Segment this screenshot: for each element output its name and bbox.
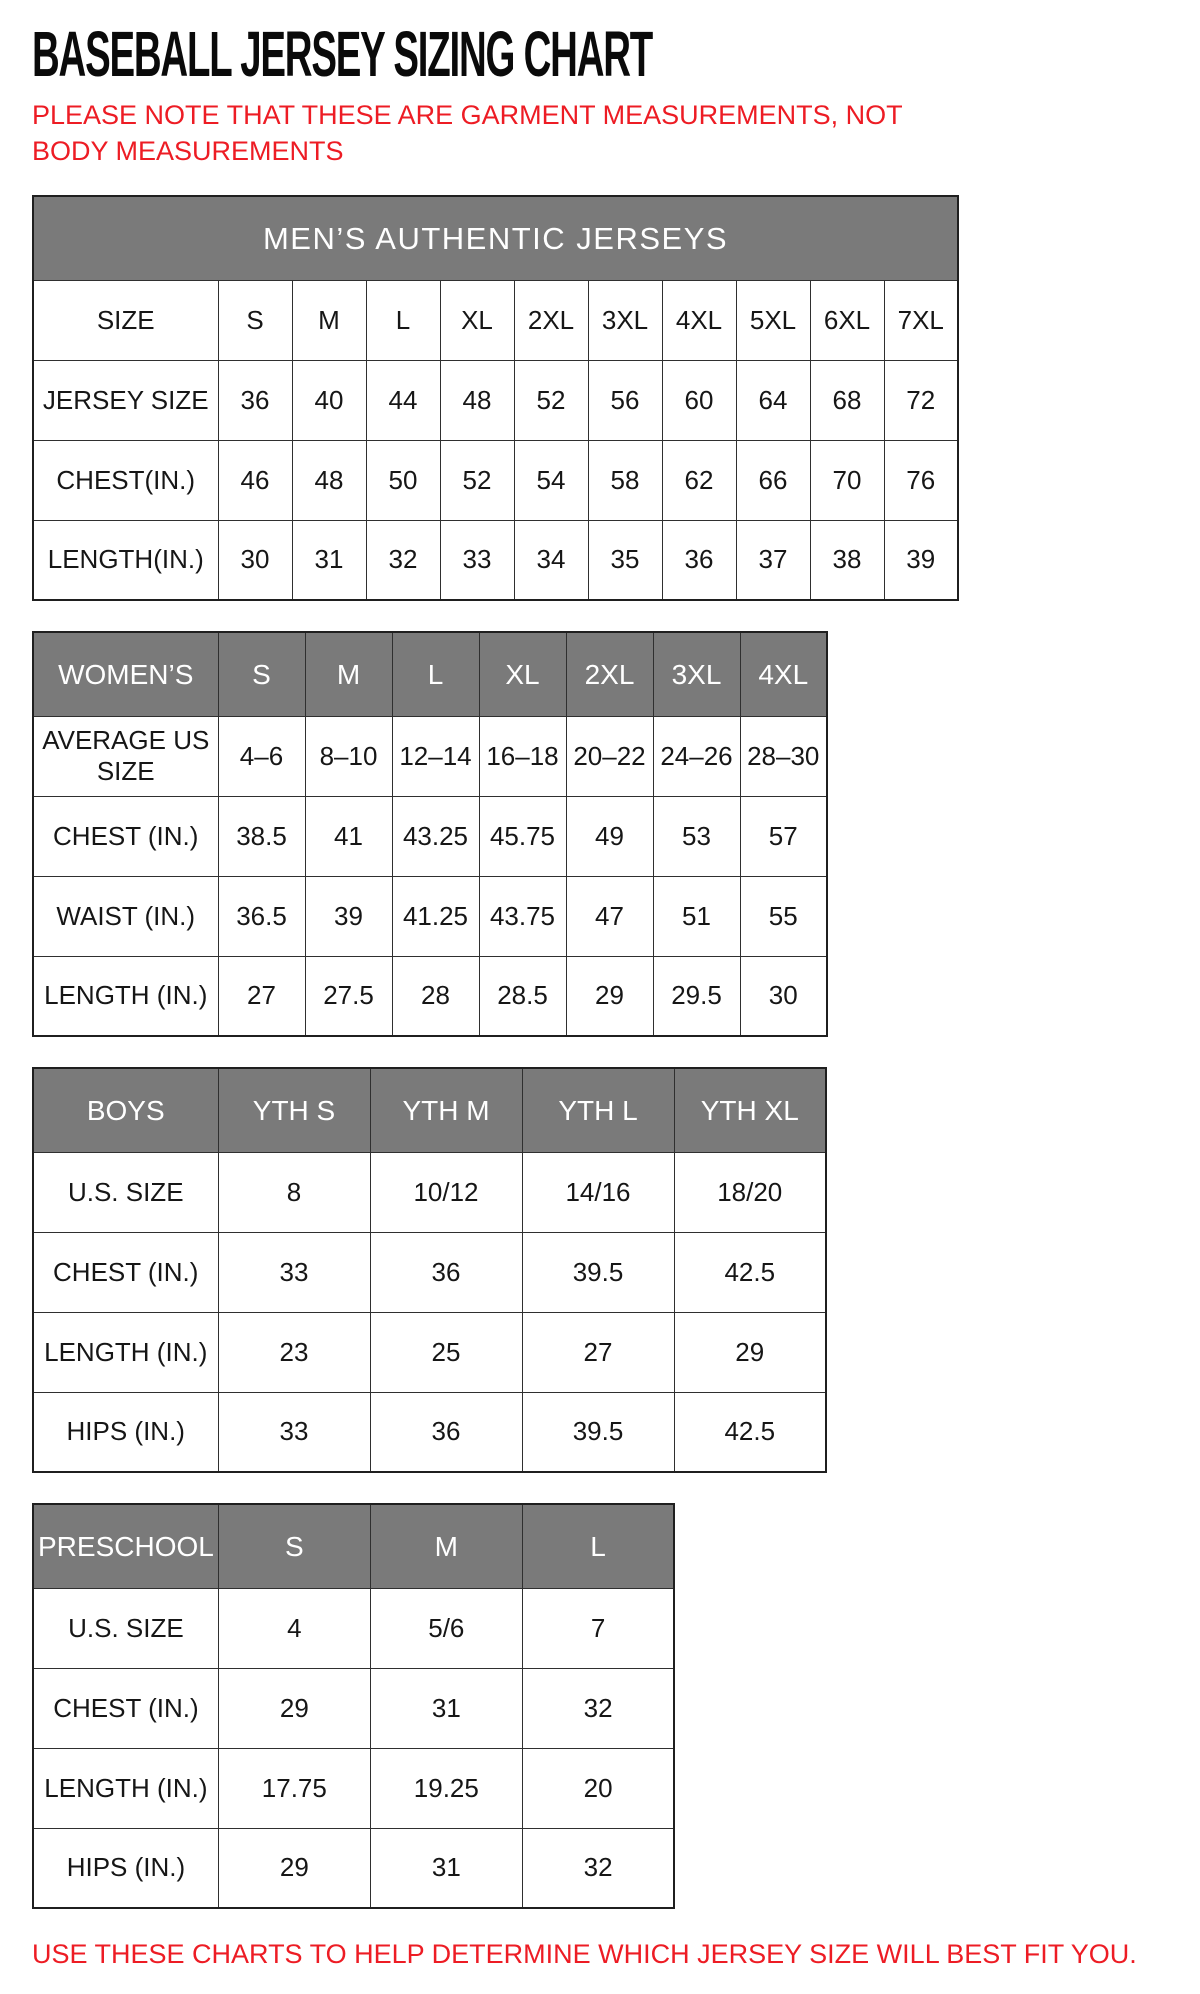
womens-row	[33, 956, 827, 1036]
womens-row	[33, 876, 827, 956]
table-cell: 44	[366, 360, 440, 440]
table-cell: 4XL	[662, 280, 736, 360]
table-cell: 29.5	[653, 956, 740, 1036]
table-cell: 28.5	[479, 956, 566, 1036]
row-label: SIZE	[33, 280, 218, 360]
womens-row	[33, 796, 827, 876]
table-cell: 34	[514, 520, 588, 600]
table-cell: 20	[522, 1748, 674, 1828]
boys-column-header: YTH M	[370, 1068, 522, 1152]
table-cell: 60	[662, 360, 736, 440]
table-cell: 38	[810, 520, 884, 600]
table-cell: 33	[218, 1232, 370, 1312]
table-cell: 31	[292, 520, 366, 600]
table-cell: 10/12	[370, 1152, 522, 1232]
table-cell: 68	[810, 360, 884, 440]
table-cell: 7XL	[884, 280, 958, 360]
table-cell: 32	[366, 520, 440, 600]
fit-advice-footer: USE THESE CHARTS TO HELP DETERMINE WHICH JERSEY SIZE WILL BEST FIT YOU.	[32, 1939, 1137, 1970]
table-cell: 57	[740, 796, 827, 876]
boys-row	[33, 1392, 826, 1472]
table-cell: 28–30	[740, 716, 827, 796]
page-title: BASEBALL JERSEY SIZING CHART	[32, 18, 653, 90]
mens-row	[33, 360, 958, 440]
table-cell: 35	[588, 520, 662, 600]
table-cell: 14/16	[522, 1152, 674, 1232]
mens-table	[32, 195, 959, 601]
table-cell: 55	[740, 876, 827, 956]
boys-row	[33, 1232, 826, 1312]
table-cell: 16–18	[479, 716, 566, 796]
table-cell: 56	[588, 360, 662, 440]
row-label: LENGTH (IN.)	[33, 1312, 218, 1392]
table-cell: 39	[305, 876, 392, 956]
womens-column-header: 2XL	[566, 632, 653, 716]
table-cell: 58	[588, 440, 662, 520]
preschool-table	[32, 1503, 675, 1909]
table-cell: 39.5	[522, 1392, 674, 1472]
womens-table-section	[32, 631, 1168, 1037]
table-cell: 27	[218, 956, 305, 1036]
row-label: WAIST (IN.)	[33, 876, 218, 956]
table-cell: 48	[440, 360, 514, 440]
table-cell: 39.5	[522, 1232, 674, 1312]
table-cell: 37	[736, 520, 810, 600]
row-label: U.S. SIZE	[33, 1152, 218, 1232]
preschool-row	[33, 1588, 674, 1668]
table-cell: 41	[305, 796, 392, 876]
table-cell: 52	[440, 440, 514, 520]
table-cell: 36.5	[218, 876, 305, 956]
table-cell: 32	[522, 1828, 674, 1908]
boys-header-label: BOYS	[33, 1068, 218, 1152]
table-cell: 48	[292, 440, 366, 520]
row-label: HIPS (IN.)	[33, 1828, 218, 1908]
table-cell: 49	[566, 796, 653, 876]
table-cell: 29	[218, 1668, 370, 1748]
row-label: CHEST(IN.)	[33, 440, 218, 520]
table-cell: 33	[440, 520, 514, 600]
table-cell: 12–14	[392, 716, 479, 796]
table-cell: 47	[566, 876, 653, 956]
table-cell: 2XL	[514, 280, 588, 360]
boys-column-header: YTH L	[522, 1068, 674, 1152]
table-cell: 33	[218, 1392, 370, 1472]
row-label: AVERAGE US SIZE	[33, 716, 218, 796]
table-cell: 39	[884, 520, 958, 600]
table-cell: 51	[653, 876, 740, 956]
table-cell: 23	[218, 1312, 370, 1392]
table-cell: 43.75	[479, 876, 566, 956]
table-cell: 8	[218, 1152, 370, 1232]
row-label: JERSEY SIZE	[33, 360, 218, 440]
table-cell: 31	[370, 1828, 522, 1908]
table-cell: 8–10	[305, 716, 392, 796]
table-cell: L	[366, 280, 440, 360]
table-cell: 66	[736, 440, 810, 520]
table-cell: 20–22	[566, 716, 653, 796]
table-cell: 42.5	[674, 1232, 826, 1312]
table-cell: 18/20	[674, 1152, 826, 1232]
mens-row	[33, 280, 958, 360]
womens-header-label: WOMEN’S	[33, 632, 218, 716]
table-cell: 31	[370, 1668, 522, 1748]
table-cell: 29	[566, 956, 653, 1036]
table-cell: M	[292, 280, 366, 360]
table-cell: 28	[392, 956, 479, 1036]
boys-column-header: YTH S	[218, 1068, 370, 1152]
womens-row	[33, 716, 827, 796]
table-cell: 42.5	[674, 1392, 826, 1472]
preschool-row	[33, 1828, 674, 1908]
table-cell: 70	[810, 440, 884, 520]
row-label: CHEST (IN.)	[33, 1668, 218, 1748]
table-cell: 19.25	[370, 1748, 522, 1828]
mens-banner: MEN’S AUTHENTIC JERSEYS	[33, 196, 958, 280]
table-cell: 4–6	[218, 716, 305, 796]
table-cell: 29	[674, 1312, 826, 1392]
preschool-row	[33, 1668, 674, 1748]
mens-row	[33, 520, 958, 600]
table-cell: 5/6	[370, 1588, 522, 1668]
table-cell: 40	[292, 360, 366, 440]
preschool-column-header: L	[522, 1504, 674, 1588]
table-cell: 27	[522, 1312, 674, 1392]
table-cell: 5XL	[736, 280, 810, 360]
boys-row	[33, 1312, 826, 1392]
table-cell: 72	[884, 360, 958, 440]
womens-table	[32, 631, 828, 1037]
womens-column-header: S	[218, 632, 305, 716]
table-cell: 6XL	[810, 280, 884, 360]
table-cell: 30	[218, 520, 292, 600]
womens-column-header: M	[305, 632, 392, 716]
table-cell: 30	[740, 956, 827, 1036]
row-label: LENGTH (IN.)	[33, 956, 218, 1036]
womens-column-header: 4XL	[740, 632, 827, 716]
table-cell: 41.25	[392, 876, 479, 956]
table-cell: 17.75	[218, 1748, 370, 1828]
boys-row	[33, 1152, 826, 1232]
preschool-row	[33, 1748, 674, 1828]
table-cell: 54	[514, 440, 588, 520]
preschool-table-section	[32, 1503, 1168, 1909]
table-cell: 38.5	[218, 796, 305, 876]
table-cell: 46	[218, 440, 292, 520]
table-cell: 64	[736, 360, 810, 440]
table-cell: 62	[662, 440, 736, 520]
table-cell: 36	[370, 1232, 522, 1312]
table-cell: 36	[370, 1392, 522, 1472]
table-cell: 45.75	[479, 796, 566, 876]
boys-table	[32, 1067, 827, 1473]
womens-column-header: 3XL	[653, 632, 740, 716]
mens-table-section	[32, 195, 1168, 601]
preschool-column-header: S	[218, 1504, 370, 1588]
table-cell: 25	[370, 1312, 522, 1392]
table-cell: 24–26	[653, 716, 740, 796]
table-cell: 52	[514, 360, 588, 440]
row-label: U.S. SIZE	[33, 1588, 218, 1668]
preschool-header-label: PRESCHOOL	[33, 1504, 218, 1588]
table-cell: 3XL	[588, 280, 662, 360]
row-label: CHEST (IN.)	[33, 796, 218, 876]
womens-column-header: L	[392, 632, 479, 716]
table-cell: 27.5	[305, 956, 392, 1036]
preschool-column-header: M	[370, 1504, 522, 1588]
boys-column-header: YTH XL	[674, 1068, 826, 1152]
table-cell: S	[218, 280, 292, 360]
garment-measurements-note: PLEASE NOTE THAT THESE ARE GARMENT MEASUREMENTS, NOT BODY MEASUREMENTS	[32, 100, 903, 166]
womens-column-header: XL	[479, 632, 566, 716]
row-label: HIPS (IN.)	[33, 1392, 218, 1472]
row-label: LENGTH(IN.)	[33, 520, 218, 600]
table-cell: 76	[884, 440, 958, 520]
table-cell: 29	[218, 1828, 370, 1908]
mens-row	[33, 440, 958, 520]
row-label: LENGTH (IN.)	[33, 1748, 218, 1828]
boys-table-section	[32, 1067, 1168, 1473]
table-cell: 36	[662, 520, 736, 600]
table-cell: 4	[218, 1588, 370, 1668]
table-cell: 32	[522, 1668, 674, 1748]
table-cell: 7	[522, 1588, 674, 1668]
table-cell: 50	[366, 440, 440, 520]
table-cell: 43.25	[392, 796, 479, 876]
table-cell: 53	[653, 796, 740, 876]
table-cell: 36	[218, 360, 292, 440]
row-label: CHEST (IN.)	[33, 1232, 218, 1312]
table-cell: XL	[440, 280, 514, 360]
